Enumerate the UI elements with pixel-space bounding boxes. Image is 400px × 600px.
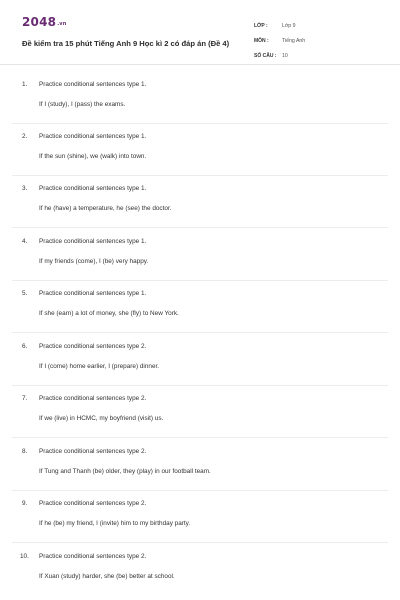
- question-instruction: Practice conditional sentences type 2.: [39, 448, 147, 455]
- logo-text: 2048: [22, 15, 57, 29]
- question-divider: [12, 437, 388, 438]
- question-number: 9.: [22, 500, 28, 507]
- question-number: 3.: [22, 185, 28, 192]
- question-item: [0, 544, 400, 596]
- question-number: 8.: [22, 448, 28, 455]
- question-text: If Tung and Thanh (be) older, they (play) in our football team.: [39, 468, 211, 475]
- header-divider: [0, 64, 400, 65]
- site-logo[interactable]: [22, 15, 67, 29]
- question-item: [0, 386, 400, 438]
- question-instruction: Practice conditional sentences type 2.: [39, 343, 147, 350]
- meta-value: 10: [282, 52, 288, 59]
- question-number: 7.: [22, 395, 28, 402]
- question-item: [0, 229, 400, 281]
- question-text: If Xuan (study) harder, she (be) better at school.: [39, 573, 175, 580]
- question-number: 1.: [22, 81, 28, 88]
- question-divider: [12, 542, 388, 543]
- question-number: 4.: [22, 238, 28, 245]
- meta-label: MÔN :: [254, 37, 269, 44]
- question-instruction: Practice conditional sentences type 1.: [39, 81, 147, 88]
- question-item: [0, 124, 400, 176]
- meta-value: Tiếng Anh: [282, 37, 306, 44]
- question-instruction: Practice conditional sentences type 2.: [39, 553, 147, 560]
- question-instruction: Practice conditional sentences type 2.: [39, 395, 147, 402]
- question-instruction: Practice conditional sentences type 1.: [39, 185, 147, 192]
- question-item: [0, 72, 400, 124]
- meta-row-subject: [254, 33, 384, 48]
- question-instruction: Practice conditional sentences type 1.: [39, 238, 147, 245]
- question-text: If he (be) my friend, I (invite) him to my birthday party.: [39, 520, 191, 527]
- meta-label: LỚP :: [254, 22, 268, 29]
- meta-value: Lớp 9: [282, 22, 296, 29]
- question-text: If the sun (shine), we (walk) into town.: [39, 153, 147, 160]
- question-item: [0, 439, 400, 491]
- meta-label: SỐ CÂU :: [254, 52, 277, 59]
- question-instruction: Practice conditional sentences type 2.: [39, 500, 147, 507]
- question-text: If he (have) a temperature, he (see) the doctor.: [39, 205, 172, 212]
- question-item: [0, 491, 400, 543]
- logo-suffix: .vn: [57, 21, 67, 27]
- question-text: If I (study), I (pass) the exams.: [39, 101, 126, 108]
- question-text: If we (live) in HCMC, my boyfriend (visit) us.: [39, 415, 164, 422]
- question-item: [0, 334, 400, 386]
- exam-meta: [254, 18, 384, 63]
- exam-header: [12, 7, 388, 57]
- question-number: 6.: [22, 343, 28, 350]
- question-instruction: Practice conditional sentences type 1.: [39, 290, 147, 297]
- question-instruction: Practice conditional sentences type 1.: [39, 133, 147, 140]
- question-divider: [12, 227, 388, 228]
- meta-row-count: [254, 48, 384, 63]
- question-number: 2.: [22, 133, 28, 140]
- question-number: 10.: [20, 553, 29, 560]
- question-item: [0, 176, 400, 228]
- question-text: If my friends (come), I (be) very happy.: [39, 258, 149, 265]
- page-title: Đề kiểm tra 15 phút Tiếng Anh 9 Học kì 2 có đáp án (Đề 4): [22, 39, 230, 48]
- meta-row-class: [254, 18, 384, 33]
- question-divider: [12, 332, 388, 333]
- question-text: If I (come) home earlier, I (prepare) dinner.: [39, 363, 160, 370]
- question-item: [0, 281, 400, 333]
- question-number: 5.: [22, 290, 28, 297]
- question-text: If she (earn) a lot of money, she (fly) to New York.: [39, 310, 179, 317]
